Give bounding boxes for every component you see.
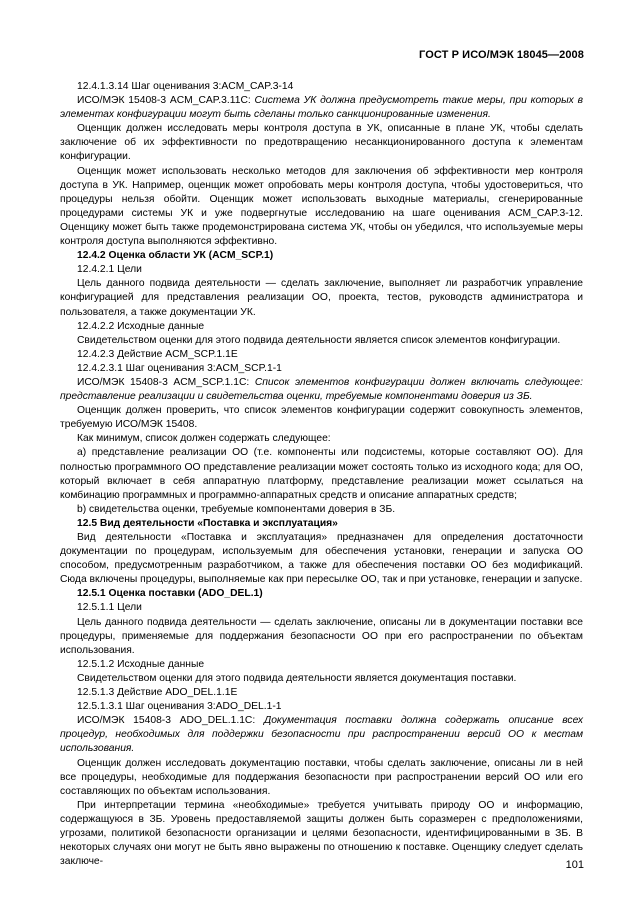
paragraph: 12.5.1.2 Исходные данные xyxy=(77,658,205,670)
paragraph: 12.5.1.1 Цели xyxy=(77,602,142,614)
paragraph: 12.4.1.3.14 Шаг оценивания 3:ACM_CAP.3-14 xyxy=(77,81,294,92)
paragraph-italic-quote: Список элементов конфигурации должен включать следующее: представление реализации и свидетельства оценки, требуемые компонентами доверия из ЗБ. xyxy=(60,376,583,403)
paragraph: а) представление реализации ОО (т.е. компоненты или подсистемы, которые составляют ОО). Для полностью программного ОО представление реализации может состоять только из исходного кода; для ОО, который включает в себя аппаратную платформу, представление реализации может ссылаться на комбинацию программных и программно-аппаратных средств и описание аппаратных средств; xyxy=(60,447,583,501)
paragraph-lead: ИСО/МЭК 15408-3 ACM_SCP.1.1С: xyxy=(77,376,255,388)
paragraph: Как минимум, список должен содержать следующее: xyxy=(77,433,331,445)
paragraph: Оценщик должен исследовать меры контроля доступа в УК, описанные в плане УК, чтобы сделать заключение об их эффективности по предотвращению несанкционированного доступа к элементам конфигурации. xyxy=(60,123,583,163)
section-heading: 12.5.1 Оценка поставки (ADO_DEL.1) xyxy=(77,588,263,600)
page-header: ГОСТ Р ИСО/МЭК 18045—2008 xyxy=(419,49,584,61)
paragraph: Свидетельством оценки для этого подвида деятельности является документация поставки. xyxy=(77,672,517,684)
paragraph-italic-quote: Документация поставки должна содержать описание всех процедур, необходимых для поддержки безопасности при распространении версий ОО к местам использования. xyxy=(60,715,583,755)
paragraph: 12.5.1.3 Действие ADO_DEL.1.1E xyxy=(77,687,238,699)
paragraph: 12.4.2.1 Цели xyxy=(77,264,142,276)
paragraph: 12.4.2.3 Действие ACM_SCP.1.1E xyxy=(77,348,238,360)
section-heading: 12.4.2 Оценка области УК (ACM_SCP.1) xyxy=(77,250,274,262)
paragraph: b) свидетельства оценки, требуемые компонентами доверия в ЗБ. xyxy=(77,503,396,515)
paragraph: При интерпретации термина «необходимые» требуется учитывать природу ОО и информацию, содержащуюся в ЗБ. Уровень предоставляемой защиты должен быть соразмерен с предположениями, угрозами, политикой безопасности организации и целями безопасности, идентифицированными в ЗБ. В некоторых случаях они могут не быть явно выражены по отношению к поставке. Оценщику следует сделать заключе- xyxy=(60,799,583,868)
paragraph: Вид деятельности «Поставка и эксплуатация» предназначен для определения достаточности документации по процедурам, используемым для обеспечения установки, генерации и запуска ОО способом, предусмотренным разработчиком, а также для обеспечения поставки ОО без модификаций. Сюда включены процедуры, выполняемые как при пересылке ОО, так и при установке, генерации и запуске. xyxy=(60,532,583,586)
paragraph: Цель данного подвида деятельности — сделать заключение, описаны ли в документации поставки все процедуры, применяемые для поддержания безопасности ОО при его распространении по объектам использования. xyxy=(60,616,583,656)
paragraph: Оценщик должен проверить, что список элементов конфигурации содержит совокупность элементов, требуемую ИСО/МЭК 15408. xyxy=(60,405,583,431)
paragraph-lead: ИСО/МЭК 15408-3 ADO_DEL.1.1С: xyxy=(77,715,264,727)
paragraph: Оценщик может использовать несколько методов для заключения об эффективности мер контроля доступа в УК. Например, оценщик может опробовать меры контроля доступа, чтобы удостовериться, что процедуры нельзя обойти. Оценщик может использовать выходные материалы, сгенерированные процедурами системы УК и уже подвергнутые исследованию на шаге оценивания ACM_CAP.3-12. Оценщику может быть также продемонстрирована система УК, чтобы он убедился, что используемые меры контроля доступа выполняются эффективно. xyxy=(60,165,583,248)
paragraph: Свидетельством оценки для этого подвида деятельности является список элементов конфигурации. xyxy=(77,334,561,346)
paragraph xyxy=(60,714,583,756)
document-body xyxy=(60,80,583,869)
paragraph: Цель данного подвида деятельности — сделать заключение, выполняет ли разработчик управление конфигурацией для представления реализации ОО, проекта, тестов, руководств администратора и пользователя, а также документации УК. xyxy=(60,278,583,318)
paragraph: 12.4.2.3.1 Шаг оценивания 3:ACM_SCP.1-1 xyxy=(77,362,282,374)
section-heading: 12.5 Вид деятельности «Поставка и эксплуатация» xyxy=(77,517,338,529)
paragraph: 12.4.2.2 Исходные данные xyxy=(77,320,205,332)
paragraph xyxy=(60,94,583,122)
paragraph xyxy=(60,376,583,404)
paragraph-lead: ИСО/МЭК 15408-3 ACM_CAP.3.11С: xyxy=(77,95,255,107)
paragraph-italic-quote: Система УК должна предусмотреть такие меры, при которых в элементах конфигурации могут быть сделаны только санкционированные изменения. xyxy=(60,95,583,121)
page-number: 101 xyxy=(565,859,584,871)
paragraph: Оценщик должен исследовать документацию поставки, чтобы сделать заключение, описаны ли в ней все процедуры, необходимые для поддержания безопасности при распространении версий ОО или его составляющих по объектам использования. xyxy=(60,757,583,797)
paragraph: 12.5.1.3.1 Шаг оценивания 3:ADO_DEL.1-1 xyxy=(77,701,282,713)
